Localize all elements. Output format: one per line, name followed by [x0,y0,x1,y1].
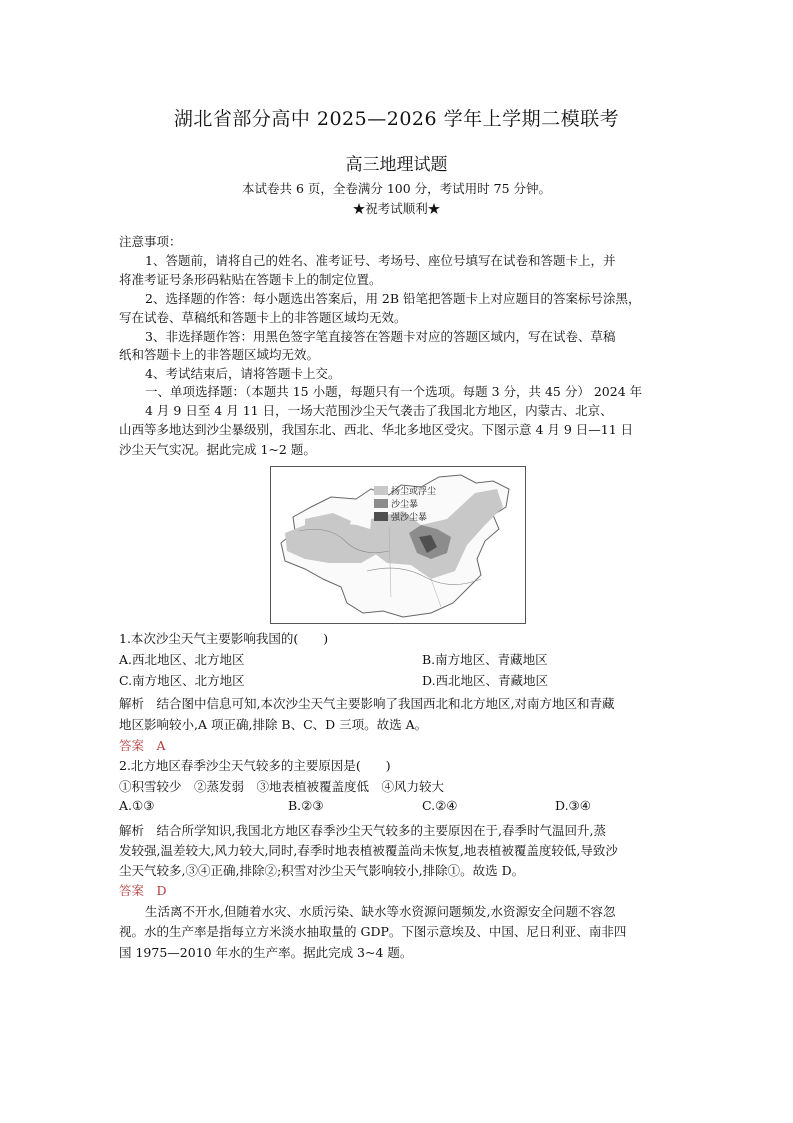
q2-answer-value: D [156,883,167,898]
q1-option-a: A.西北地区、北方地区 [119,652,245,667]
q1-answer-value: A [156,738,166,753]
q1-option-c: C.南方地区、北方地区 [119,673,245,688]
note-1b: 将准考证号条形码粘贴在答题卡上的制定位置。 [119,272,382,287]
section1-line1: 一、单项选择题：（本题共 15 小题，每题只有一个选项。每题 3 分，共 45 分） 2024 年 [145,384,643,399]
legend-swatch-sandstorm [374,499,388,508]
q1-answer [119,736,684,756]
note-4: 4、考试结束后，请将答题卡上交。 [145,366,341,381]
passage2-line1: 生活离不开水,但随着水灾、水质污染、缺水等水资源问题频发,水资源安全问题不容忽 [145,904,616,919]
note-1a: 1、答题前，请将自己的姓名、准考证号、考场号、座位号填写在试卷和答题卡上，并 [145,253,616,268]
q2-option-a: A.①③ [119,798,155,813]
exam-meta: 本试卷共 6 页，全卷满分 100 分，考试用时 75 分钟。 [241,181,552,196]
passage2-line2: 视。水的生产率是指每立方米淡水抽取量的 GDP。下图示意埃及、中国、尼日利亚、南非四 [119,924,627,939]
exam-subtitle: 高三地理试题 [345,155,448,175]
q2-analysis-text-1: 结合所学知识,我国北方地区春季沙尘天气较多的主要原因在于,春季时气温回升,蒸 [156,823,606,838]
q1-option-d: D.西北地区、青藏地区 [422,673,549,688]
legend-swatch-strong-sandstorm [374,512,388,521]
china-map-graphic [271,467,525,623]
q2-analysis-2: 发较强,温差较大,风力较大,同时,春季时地表植被覆盖尚未恢复,地表植被覆盖度较低,导致沙 [119,843,618,858]
q1-analysis-2: 地区影响较小,A 项正确,排除 B、C、D 三项。故选 A。 [119,717,428,732]
note-3a: 3、非选择题作答：用黑色签字笔直接答在答题卡对应的答题区域内，写在试卷、草稿 [145,329,616,344]
exam-title: 湖北省部分高中 2025—2026 学年上学期二模联考 [173,108,620,130]
legend-label-sandstorm: 沙尘暴 [391,500,419,510]
q2-analysis-label: 解析 [119,823,145,838]
q1-answer-label: 答案 [119,738,145,753]
notes-label: 注意事项： [119,234,182,249]
q1-analysis-1 [119,694,684,714]
dust-weather-map [270,466,526,624]
q2-analysis-3: 尘天气较多,③④正确,排除②;积雪对沙尘天气影响较小,排除①。故选 D。 [119,863,525,878]
section1-line4: 沙尘天气实况。据此完成 1~2 题。 [119,442,316,457]
q1-option-b: B.南方地区、青藏地区 [422,652,548,667]
exam-wish: ★祝考试顺利★ [352,201,441,216]
q2-items: ①积雪较少 ②蒸发弱 ③地表植被覆盖度低 ④风力较大 [119,779,445,794]
note-2b: 写在试卷、草稿纸和答题卡上的非答题区域均无效。 [119,310,407,325]
note-2a: 2、选择题的作答：每小题选出答案后，用 2B 铅笔把答题卡上对应题目的答案标号涂黑， [145,291,641,306]
section1-line3: 山西等多地达到沙尘暴级别，我国东北、西北、华北多地区受灾。下图示意 4 月 9 日—11 日 [119,422,634,437]
legend-label-strong-sandstorm: 强沙尘暴 [391,513,428,523]
q1-analysis-text-1: 结合图中信息可知,本次沙尘天气主要影响了我国西北和北方地区,对南方地区和青藏 [156,696,615,711]
legend-swatch-dust [374,486,388,495]
passage2-line3: 国 1975—2010 年水的生产率。据此完成 3~4 题。 [119,945,413,960]
q1-stem: 1.本次沙尘天气主要影响我国的( ) [119,631,329,646]
legend-label-dust: 扬尘或浮尘 [391,487,437,497]
q1-analysis-label: 解析 [119,696,145,711]
q2-analysis-1 [119,821,684,841]
q2-option-b: B.②③ [288,798,324,813]
section1-line2: 4 月 9 日至 4 月 11 日，一场大范围沙尘天气袭击了我国北方地区，内蒙古、北京、 [145,403,613,418]
q2-answer-label: 答案 [119,883,145,898]
q2-stem: 2.北方地区春季沙尘天气较多的主要原因是( ) [119,758,391,773]
note-3b: 纸和答题卡上的非答题区域均无效。 [119,347,320,362]
q2-option-c: C.②④ [422,798,458,813]
q2-option-d: D.③④ [555,798,591,813]
q2-answer [119,881,684,901]
